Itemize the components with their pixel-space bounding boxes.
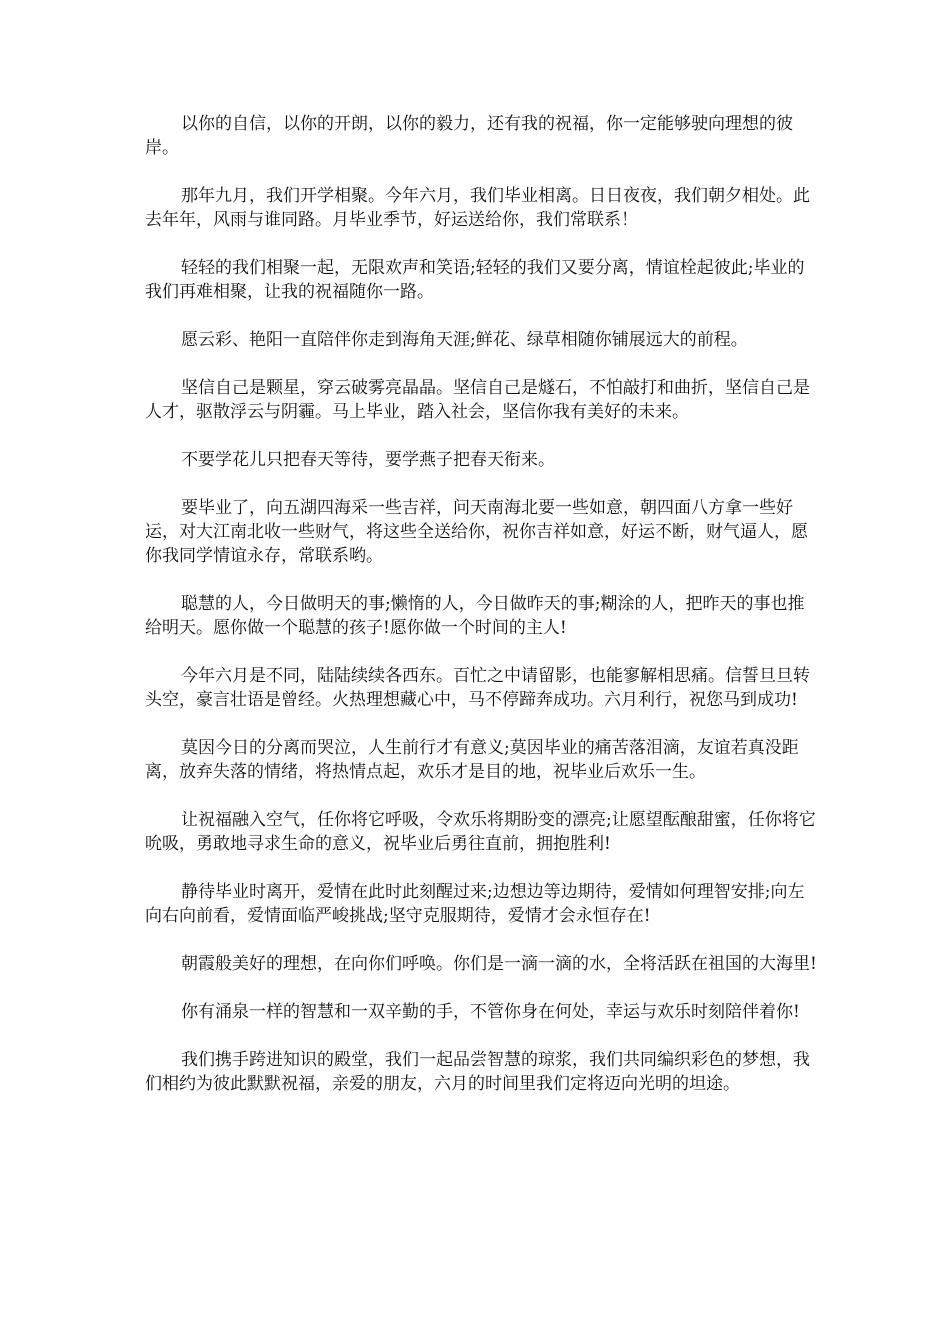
- paragraph-15: 我们携手跨进知识的殿堂，我们一起品尝智慧的琼浆，我们共同编织彩色的梦想，我们相约为彼此默默祝福，亲爱的朋友，六月的时间里我们定将迈向光明的坦途。: [145, 1050, 810, 1094]
- paragraph-11: 让祝福融入空气，任你将它呼吸，令欢乐将期盼变的漂亮;让愿望酝酿甜蜜，任你将它吮吸，勇敢地寻求生命的意义，祝毕业后勇往直前，拥抱胜利!: [145, 810, 816, 854]
- paragraph-13: 朝霞般美好的理想，在向你们呼唤。你们是一滴一滴的水，全将活跃在祖国的大海里!: [181, 954, 817, 974]
- paragraph-9: 今年六月是不同，陆陆续续各西东。百忙之中请留影，也能寥解相思痛。信誓旦旦转头空，豪言壮语是曾经。火热理想藏心中，马不停蹄奔成功。六月利行，祝您马到成功!: [145, 666, 810, 710]
- paragraph-12: 静待毕业时离开，爱情在此时此刻醒过来;边想边等边期待，爱情如何理智安排;向左向右向前看，爱情面临严峻挑战;坚守克服期待，爱情才会永恒存在!: [145, 882, 805, 926]
- paragraph-10: 莫因今日的分离而哭泣，人生前行才有意义;莫因毕业的痛苦落泪滴，友谊若真没距离，放弃失落的情绪，将热情点起，欢乐才是目的地，祝毕业后欢乐一生。: [145, 738, 799, 782]
- paragraph-3: 轻轻的我们相聚一起，无限欢声和笑语;轻轻的我们又要分离，情谊栓起彼此;毕业的我们再难相聚，让我的祝福随你一路。: [145, 258, 805, 302]
- paragraph-6: 不要学花儿只把春天等待，要学燕子把春天衔来。: [181, 450, 555, 470]
- paragraph-2: 那年九月，我们开学相聚。今年六月，我们毕业相离。日日夜夜，我们朝夕相处。此去年年，风雨与谁同路。月毕业季节，好运送给你，我们常联系！: [145, 186, 810, 230]
- paragraph-1: 以你的自信，以你的开朗，以你的毅力，还有我的祝福，你一定能够驶向理想的彼岸。: [145, 114, 793, 158]
- paragraph-5: 坚信自己是颗星，穿云破雾亮晶晶。坚信自己是燧石，不怕敲打和曲折，坚信自己是人才，驱散浮云与阴霾。马上毕业，踏入社会，坚信你我有美好的未来。: [145, 378, 810, 422]
- paragraph-14: 你有涌泉一样的智慧和一双辛勤的手，不管你身在何处，幸运与欢乐时刻陪伴着你!: [181, 1002, 800, 1022]
- paragraph-8: 聪慧的人，今日做明天的事;懒惰的人，今日做昨天的事;糊涂的人，把昨天的事也推给明天。愿你做一个聪慧的孩子!愿你做一个时间的主人!: [145, 594, 805, 638]
- document-body: [145, 112, 820, 1120]
- paragraph-4: 愿云彩、艳阳一直陪伴你走到海角天涯;鲜花、绿草相随你铺展远大的前程。: [181, 330, 748, 350]
- paragraph-7: 要毕业了，向五湖四海采一些吉祥，问天南海北要一些如意，朝四面八方拿一些好运，对大江南北收一些财气，将这些全送给你，祝你吉祥如意，好运不断，财气逼人，愿你我同学情谊永存，常联系哟。: [145, 498, 808, 566]
